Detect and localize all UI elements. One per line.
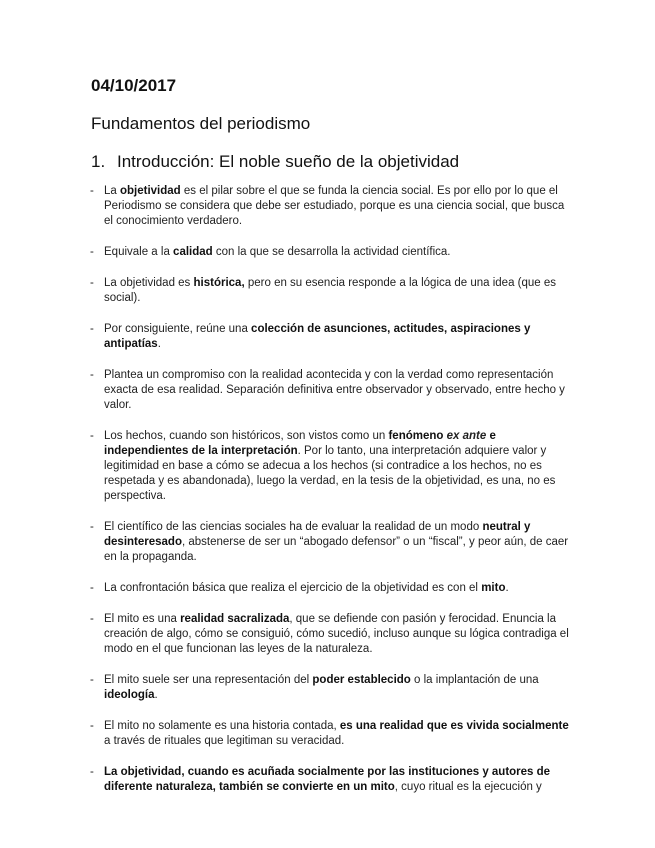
- bullet-text: , cuyo ritual es la ejecución y: [394, 781, 542, 793]
- bullet-emphasis: objetividad: [120, 185, 181, 197]
- bullet-emphasis: ideología: [104, 689, 155, 701]
- bullet-text: .: [505, 582, 509, 594]
- bullet-item: [90, 276, 570, 306]
- bullet-text: a través de rituales que legitiman su veracidad.: [104, 735, 345, 747]
- bullet-text: pero en su esencia responde a la lógica de una idea (que es social).: [104, 277, 557, 304]
- bullet-item: [90, 368, 570, 413]
- bullet-item: [90, 429, 570, 504]
- bullet-text: o la implantación de una: [410, 674, 539, 686]
- bullet-text: El mito suele ser una representación del: [104, 674, 313, 686]
- bullet-item: [90, 322, 570, 352]
- bullet-item: [90, 184, 570, 229]
- bullet-text: El científico de las ciencias sociales ha de evaluar la realidad de un modo: [104, 521, 483, 533]
- bullet-text: El mito es una: [104, 613, 181, 625]
- bullet-emphasis: neutral y desinteresado: [104, 521, 531, 548]
- section-heading-text: Introducción: El noble sueño de la objetividad: [117, 152, 460, 171]
- bullet-emphasis: e independientes de la interpretación: [104, 430, 496, 457]
- bullet-text: La objetividad es: [104, 277, 194, 289]
- bullet-emphasis: poder establecido: [312, 674, 411, 686]
- bullet-emphasis: ex ante: [446, 430, 487, 442]
- bullet-item: [90, 673, 570, 703]
- bullet-emphasis: La objetividad, cuando es acuñada socialmente por las instituciones y autores de diferente naturaleza, también se convierte en un mito: [104, 766, 551, 793]
- bullet-item: [90, 520, 570, 565]
- bullet-text: Equivale a la: [104, 246, 174, 258]
- bullet-emphasis: es una realidad que es vivida socialmente: [339, 720, 569, 732]
- bullet-emphasis: realidad sacralizada: [180, 613, 290, 625]
- bullet-text: Los hechos, cuando son históricos, son vistos como un: [104, 430, 389, 442]
- document-date: 04/10/2017: [91, 76, 177, 95]
- bullet-text: . Por lo tanto, una interpretación adquiere valor y legitimidad en base a cómo se adecua a los hechos (si contradice a los hechos, no es respetada y es abandonada), luego la verdad, en la tesis de la objetividad, es una, no es perspectiva.: [104, 445, 556, 502]
- bullet-item: [90, 245, 570, 260]
- bullet-text: .: [157, 338, 161, 350]
- section-number: 1.: [91, 152, 106, 171]
- bullet-item: [90, 719, 570, 749]
- bullet-emphasis: colección de asunciones, actitudes, aspiraciones y antipatías: [104, 323, 531, 350]
- bullet-text: El mito no solamente es una historia contada,: [104, 720, 340, 732]
- bullet-text: Plantea un compromiso con la realidad acontecida y con la verdad como representación exacta de esa realidad. Separación definitiva entre observador y observado, entre hecho y valor.: [104, 369, 565, 411]
- bullet-list: [90, 184, 570, 811]
- section-heading: [91, 152, 459, 172]
- bullet-text: con la que se desarrolla la actividad científica.: [212, 246, 451, 258]
- bullet-text: , abstenerse de ser un “abogado defensor” o un “fiscal”, y peor aún, de caer en la propaganda.: [104, 536, 569, 563]
- bullet-text: La confrontación básica que realiza el ejercicio de la objetividad es con el: [104, 582, 482, 594]
- bullet-emphasis: mito: [481, 582, 506, 594]
- bullet-emphasis: calidad: [173, 246, 213, 258]
- bullet-emphasis: fenómeno: [388, 430, 447, 442]
- bullet-text: Por consiguiente, reúne una: [104, 323, 252, 335]
- bullet-text: , que se defiende con pasión y ferocidad. Enuncia la creación de algo, cómo se consiguió, cómo sucedió, incluso aunque su lógica contradiga el modo en el que funcionan las leyes de la naturaleza.: [104, 613, 569, 655]
- bullet-item: [90, 765, 570, 795]
- bullet-item: [90, 581, 570, 596]
- bullet-emphasis: histórica,: [193, 277, 245, 289]
- bullet-item: [90, 612, 570, 657]
- document-title: Fundamentos del periodismo: [91, 114, 311, 133]
- bullet-text: .: [154, 689, 158, 701]
- bullet-text: es el pilar sobre el que se funda la ciencia social. Es por ello por lo que el Periodismo se considera que debe ser estudiado, porque es una ciencia social, que busca el conocimiento verdadero.: [104, 185, 565, 227]
- bullet-text: La: [104, 185, 120, 197]
